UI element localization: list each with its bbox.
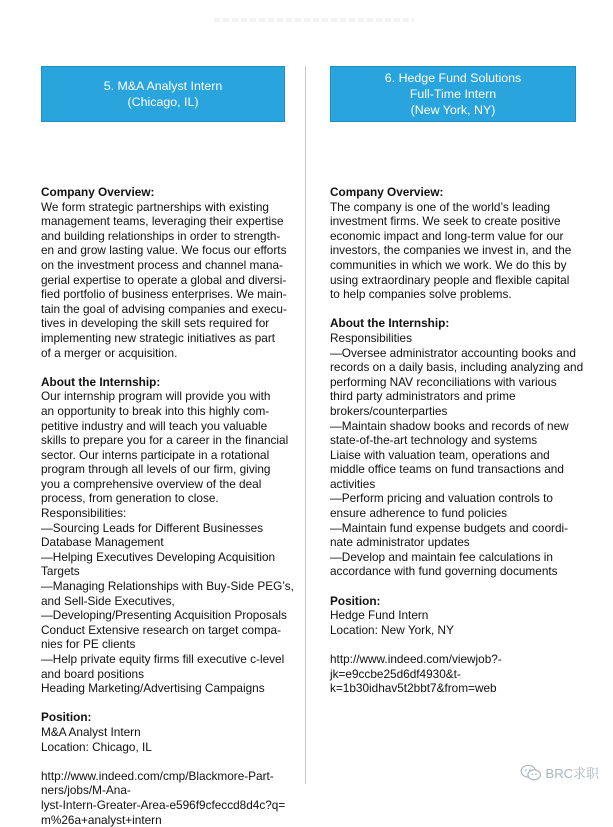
text-line: ners/jobs/M-Ana- <box>41 783 131 798</box>
about-internship-section <box>41 374 294 696</box>
company-overview-section <box>41 185 285 360</box>
position-heading: Position: <box>41 710 92 725</box>
job-location: (New York, NY) <box>410 103 496 117</box>
text-line: communities in which we work. We do this by <box>330 257 567 272</box>
position-section <box>41 710 285 754</box>
text-line: to help companies solve problems. <box>330 287 512 302</box>
text-line: jk=e9ccbe25d6df4930&t- <box>330 666 461 681</box>
text-line: on the investment process and channel mana- <box>41 257 283 272</box>
text-line: Hedge Fund Intern <box>330 608 429 623</box>
text-line: management teams, leveraging their expertise <box>41 214 284 229</box>
text-line: investors, the companies we invest in, and the <box>330 243 572 258</box>
text-line: performing NAV reconciliations with various <box>330 374 557 389</box>
text-line: We form strategic partnerships with existing <box>41 199 269 214</box>
text-line: Location: Chicago, IL <box>41 739 152 754</box>
company-overview-heading: Company Overview: <box>330 185 444 199</box>
job-card-left <box>41 66 294 827</box>
text-line: en and grow lasting value. We focus our efforts <box>41 243 287 258</box>
text-line: Heading Marketing/Advertising Campaigns <box>41 681 265 696</box>
text-line: activities <box>330 476 376 491</box>
job-title: 6. Hedge Fund Solutions <box>384 71 522 85</box>
text-line: gerial expertise to operate a global and diversi- <box>41 272 287 287</box>
text-line: —Managing Relationships with Buy-Side PEG’s, <box>41 579 294 594</box>
text-line: Our internship program will provide you with <box>41 389 271 404</box>
text-line: and Sell-Side Executives, <box>41 593 175 608</box>
watermark <box>520 763 599 782</box>
text-line: Responsibilities: <box>41 506 127 521</box>
text-line: Location: New York, NY <box>330 622 454 637</box>
text-line: M&A Analyst Intern <box>41 724 141 739</box>
column-divider <box>305 66 306 784</box>
text-line: http://www.indeed.com/cmp/Blackmore-Part- <box>41 768 274 783</box>
text-line: accordance with fund governing documents <box>330 564 558 579</box>
about-internship-heading: About the Internship: <box>41 374 161 389</box>
text-line: middle office teams on fund transactions and <box>330 462 564 477</box>
text-line: fied portfolio of business enterprises. We main- <box>41 287 287 302</box>
text-line: Database Management <box>41 535 164 550</box>
text-line: and board positions <box>41 666 144 681</box>
text-line: The company is one of the world’s leading <box>330 199 551 214</box>
text-line: http://www.indeed.com/viewjob?- <box>330 652 502 666</box>
text-line: Liaise with valuation team, operations and <box>330 447 550 462</box>
job-card-right <box>330 66 584 696</box>
text-line: sector. Our interns participate in a rotational <box>41 447 270 462</box>
text-line: nate administrator updates <box>330 535 470 550</box>
text-line: brokers/counterparties <box>330 403 448 418</box>
about-internship-section <box>330 316 584 579</box>
text-line: and building relationships in order to strength- <box>41 228 281 243</box>
text-line: tain the goal of advising companies and execu- <box>41 301 287 316</box>
job-location: (Chicago, IL) <box>127 95 199 109</box>
text-line: of a merger or acquisition. <box>41 345 178 360</box>
text-line: —Helping Executives Developing Acquisition <box>41 549 276 564</box>
text-line: m%26a+analyst+intern <box>41 812 162 827</box>
text-line: —Help private equity firms fill executive c-level <box>41 652 285 666</box>
text-line: —Maintain fund expense budgets and coordi- <box>330 520 569 535</box>
position-heading: Position: <box>330 593 381 608</box>
text-line: state-of-the-art technology and systems <box>330 433 538 448</box>
text-line: —Perform pricing and valuation controls to <box>330 491 553 506</box>
text-line: Responsibilities <box>330 330 412 345</box>
text-line: an opportunity to break into this highly com- <box>41 403 270 418</box>
text-line: third party administrators and prime <box>330 389 516 404</box>
text-line: Conduct Extensive research on target compa- <box>41 622 281 637</box>
job-type: Full-Time Intern <box>409 87 497 101</box>
text-line: ensure adherence to fund policies <box>330 506 508 521</box>
faint-header-bar <box>214 18 414 22</box>
text-line: implementing new strategic initiatives as part <box>41 330 276 345</box>
text-line: lyst-Intern-Greater-Area-e596f9cfeccd8d4c?q= <box>41 797 286 812</box>
text-line: —Oversee administrator accounting books and <box>330 345 576 360</box>
text-line: petitive industry and will teach you valuable <box>41 418 268 433</box>
job-title-banner <box>330 66 576 122</box>
text-line: you a comprehensive overview of the deal <box>41 476 262 491</box>
text-line: nies for PE clients <box>41 637 136 652</box>
text-line: —Develop and maintain fee calculations in <box>330 549 553 564</box>
text-line: —Maintain shadow books and records of new <box>330 418 569 433</box>
text-line: skills to prepare you for a career in the financial <box>41 433 289 448</box>
watermark-text: BRC求职 <box>545 766 599 781</box>
position-section <box>330 594 576 638</box>
wechat-icon <box>520 764 542 782</box>
job-title: 5. M&A Analyst Intern <box>103 79 223 93</box>
text-line: economic impact and long-term value for our <box>330 228 564 243</box>
text-line: k=1b30idhav5t2bbt7&from=web <box>330 681 497 696</box>
company-overview-heading: Company Overview: <box>41 185 155 199</box>
job-url-link[interactable] <box>330 652 576 696</box>
text-line: records on a daily basis, including analyzing and <box>330 360 584 375</box>
text-line: —Sourcing Leads for Different Businesses <box>41 520 264 535</box>
job-url-link[interactable] <box>41 769 285 827</box>
text-line: process, from generation to close. <box>41 491 219 506</box>
company-overview-section <box>330 185 576 302</box>
job-title-banner <box>41 66 285 122</box>
text-line: Targets <box>41 564 80 579</box>
text-line: investment firms. We seek to create positive <box>330 214 561 229</box>
text-line: program through all levels of our firm, giving <box>41 462 271 477</box>
text-line: using extraordinary people and flexible capital <box>330 272 570 287</box>
text-line: —Developing/Presenting Acquisition Proposals <box>41 608 287 623</box>
about-internship-heading: About the Internship: <box>330 316 450 331</box>
text-line: tives in developing the skill sets required for <box>41 316 270 331</box>
